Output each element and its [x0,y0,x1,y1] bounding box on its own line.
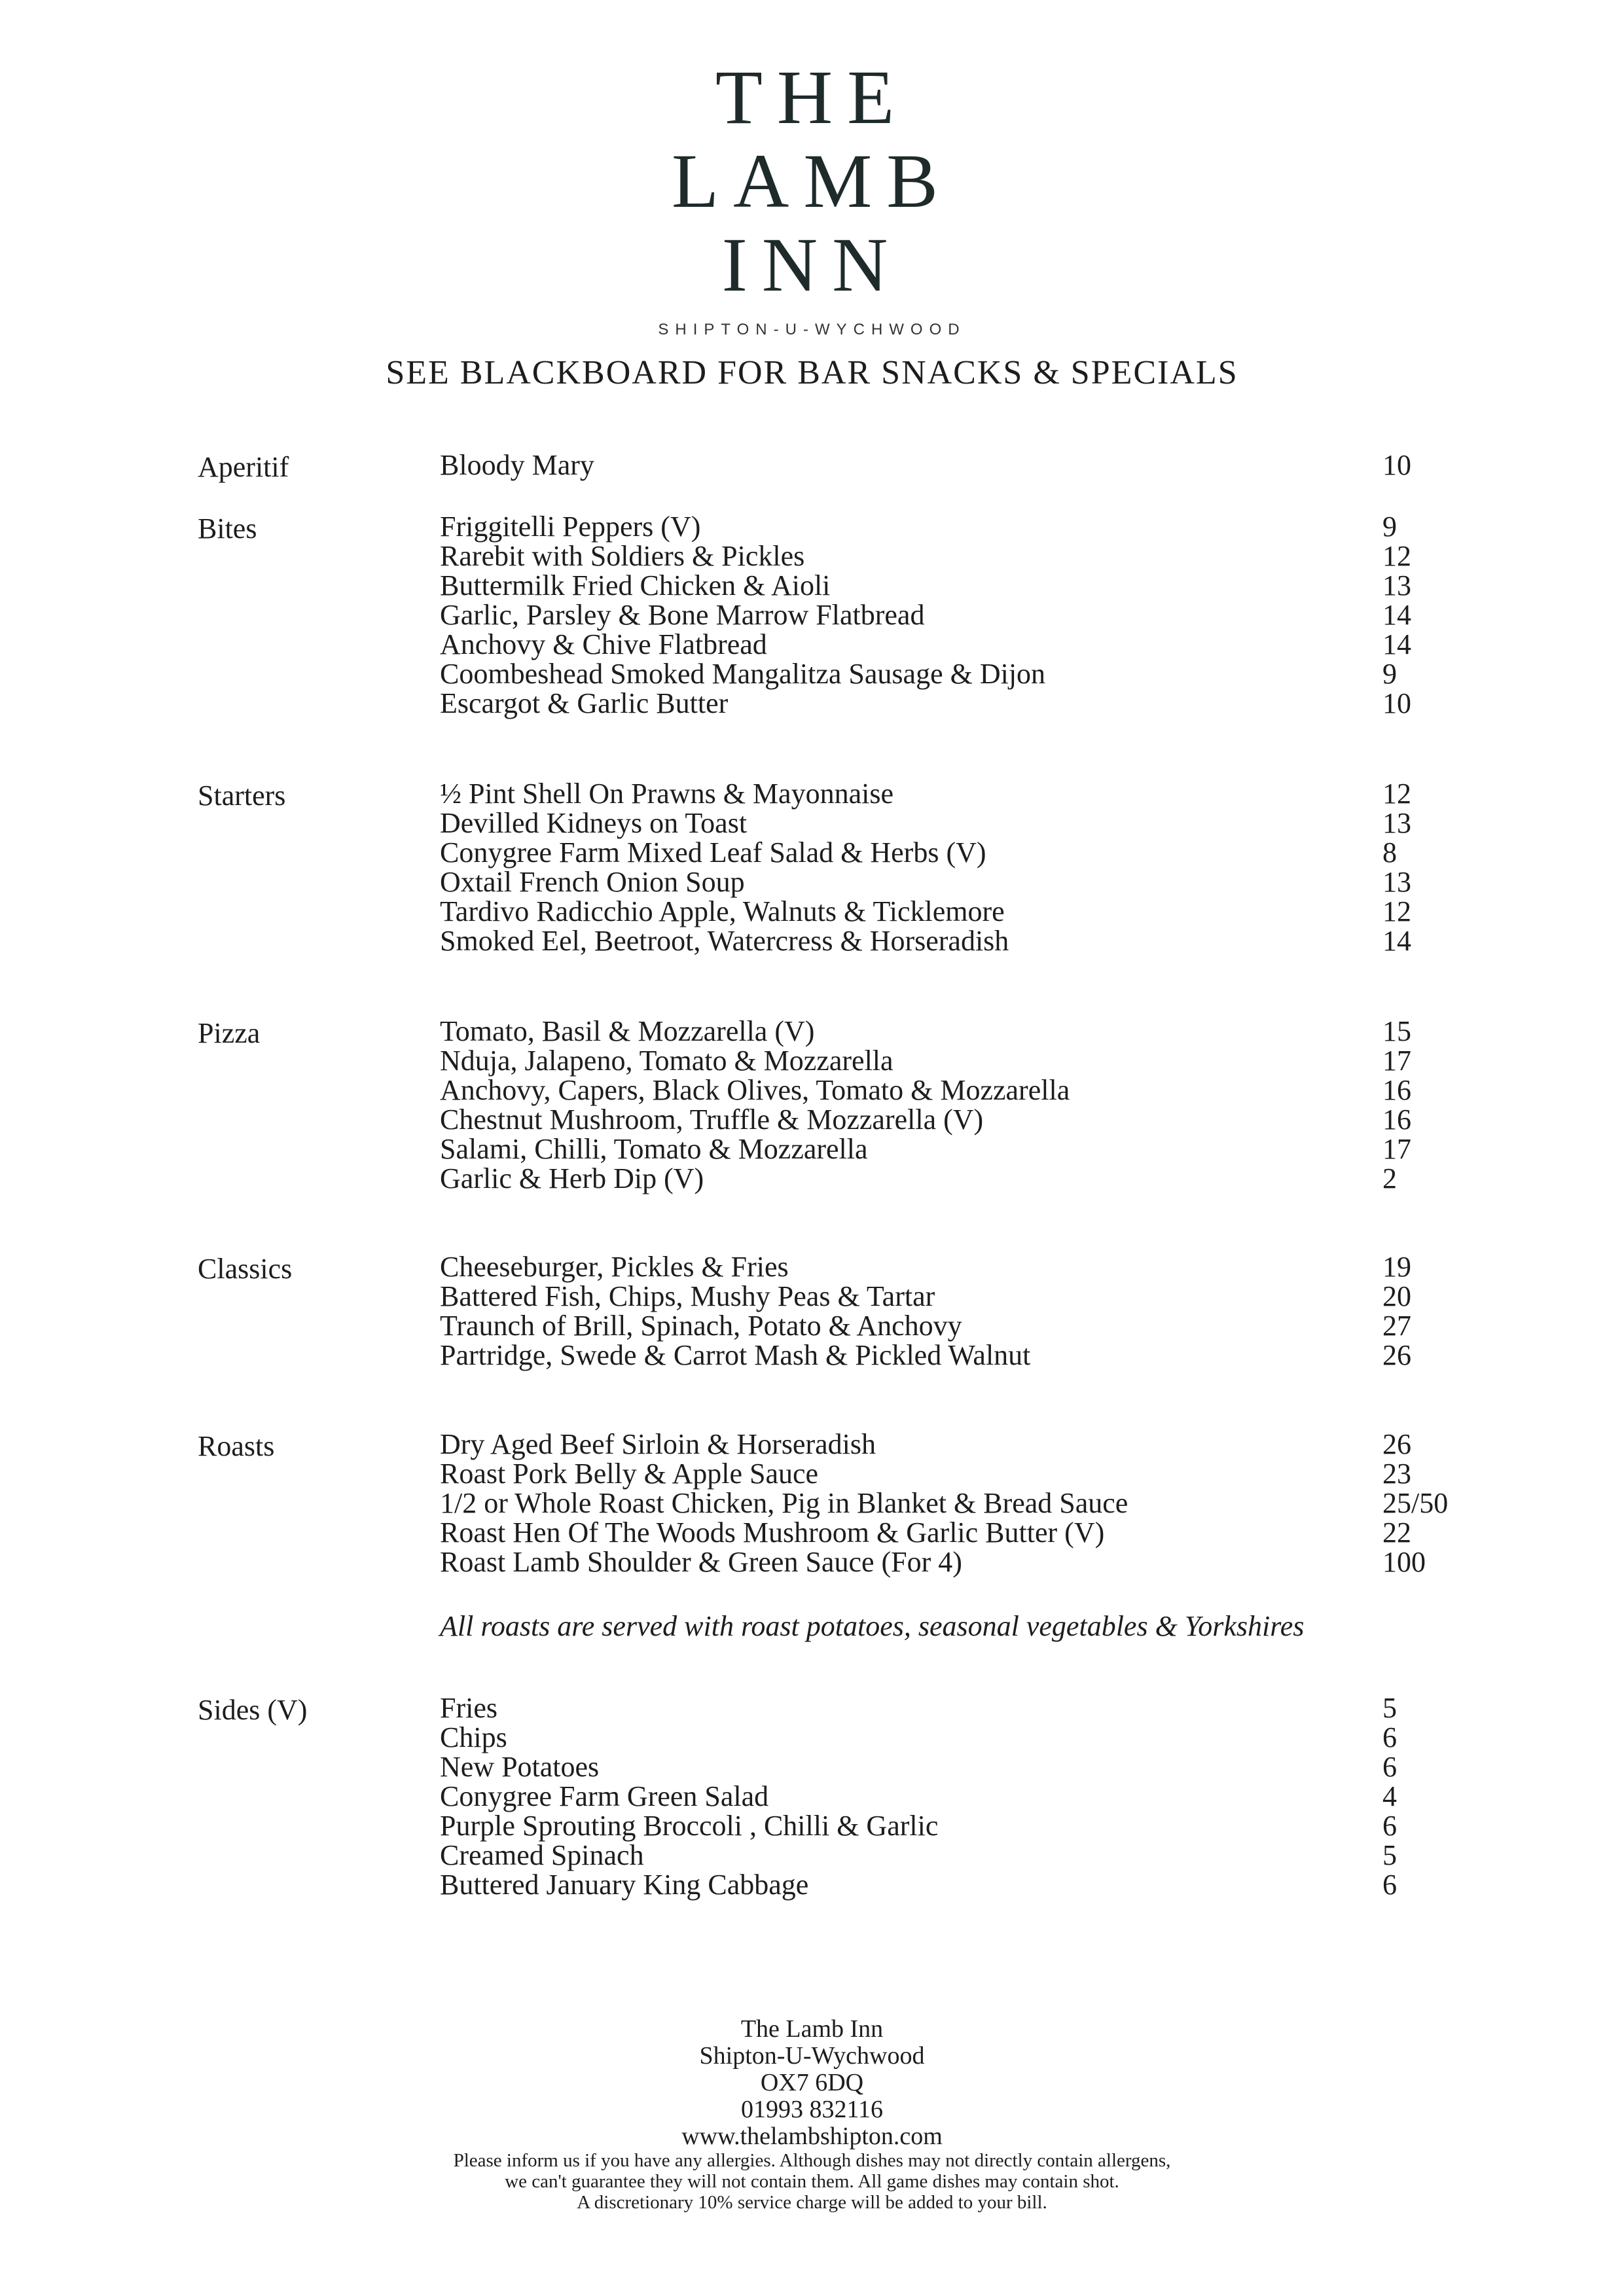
allergy-notice-line-1: Please inform us if you have any allergies. Although dishes may not directly contain allergens, [453,2150,1171,2171]
specials-banner: SEE BLACKBOARD FOR BAR SNACKS & SPECIALS [386,354,1238,391]
logo-line-2: LAMB [672,138,952,224]
logo-line-3: INN [721,222,903,308]
item-price: 20 [1382,1280,1411,1312]
menu-item [440,1429,1618,1459]
item-name: Garlic & Herb Dip (V) [440,1162,704,1194]
item-name: Chestnut Mushroom, Truffle & Mozzarella (V) [440,1103,984,1136]
item-price: 14 [1382,599,1411,631]
menu-item [440,541,1618,571]
item-name: Dry Aged Beef Sirloin & Horseradish [440,1428,876,1460]
menu-item [440,1693,1618,1723]
category-label: Aperitif [198,451,289,483]
item-name: Bloody Mary [440,449,594,481]
item-price: 23 [1382,1458,1411,1490]
menu-item [440,926,1618,956]
item-name: ½ Pint Shell On Prawns & Mayonnaise [440,778,893,810]
item-price: 13 [1382,569,1411,601]
menu-item [440,1046,1618,1075]
menu-item [440,1164,1618,1193]
menu-item [440,571,1618,600]
menu-items [440,1429,1618,1577]
item-name: Buttermilk Fried Chicken & Aioli [440,569,831,601]
menu-item [440,630,1618,659]
item-name: 1/2 or Whole Roast Chicken, Pig in Blanket & Bread Sauce [440,1487,1128,1519]
item-price: 9 [1382,658,1397,690]
item-name: Cheeseburger, Pickles & Fries [440,1251,789,1283]
item-name: Oxtail French Onion Soup [440,866,745,898]
menu-item [440,1311,1618,1340]
item-price: 4 [1382,1780,1397,1812]
category-label: Bites [198,512,257,545]
menu-item [440,1340,1618,1370]
item-price: 12 [1382,540,1411,572]
item-price: 26 [1382,1428,1411,1460]
item-name: Buttered January King Cabbage [440,1869,809,1901]
logo [0,54,1624,339]
menu-item [440,1134,1618,1164]
item-price: 2 [1382,1162,1397,1194]
category-label: Classics [198,1253,293,1285]
item-price: 12 [1382,895,1411,927]
menu-item [440,1752,1618,1782]
menu-item [440,1811,1618,1840]
allergy-notice-line-2: we can't guarantee they will not contain them. All game dishes may contain shot. [505,2171,1119,2192]
item-price: 15 [1382,1015,1411,1047]
item-price: 8 [1382,836,1397,869]
item-price: 10 [1382,449,1411,481]
item-price: 9 [1382,511,1397,543]
item-price: 17 [1382,1133,1411,1165]
item-name: Purple Sprouting Broccoli , Chilli & Garlic [440,1810,939,1842]
footer-postcode: OX7 6DQ [760,2069,864,2096]
menu-item [440,1105,1618,1134]
menu-item [440,512,1618,541]
item-price: 22 [1382,1516,1411,1549]
footer-phone: 01993 832116 [740,2096,884,2123]
menu-item [440,779,1618,808]
item-name: Traunch of Brill, Spinach, Potato & Anchovy [440,1310,962,1342]
item-price: 6 [1382,1721,1397,1753]
menu-item [440,1488,1618,1518]
menu-item [440,1547,1618,1577]
item-name: Escargot & Garlic Butter [440,687,729,719]
logo-line-1: THE [715,54,909,140]
footer-name: The Lamb Inn [740,2015,884,2043]
menu-item [440,838,1618,867]
item-price: 16 [1382,1103,1411,1136]
menu-item [440,808,1618,838]
category-label: Roasts [198,1430,275,1462]
menu-item [440,450,1618,480]
item-price: 6 [1382,1869,1397,1901]
menu-item [440,1870,1618,1899]
item-price: 100 [1382,1546,1426,1578]
menu-item [440,1723,1618,1752]
item-price: 14 [1382,628,1411,660]
item-name: Salami, Chilli, Tomato & Mozzarella [440,1133,868,1165]
item-price: 26 [1382,1339,1411,1371]
menu-item [440,1016,1618,1046]
item-name: Roast Lamb Shoulder & Green Sauce (For 4) [440,1546,962,1578]
item-price: 19 [1382,1251,1411,1283]
item-name: Roast Pork Belly & Apple Sauce [440,1458,819,1490]
service-charge-notice: A discretionary 10% service charge will be added to your bill. [577,2192,1047,2213]
item-name: Battered Fish, Chips, Mushy Peas & Tartar [440,1280,935,1312]
menu-items [440,512,1618,718]
item-price: 6 [1382,1810,1397,1842]
location-subtitle: SHIPTON-U-WYCHWOOD [658,321,966,338]
footer-town: Shipton-U-Wychwood [699,2042,925,2070]
menu-items [440,1693,1618,1899]
item-name: Conygree Farm Mixed Leaf Salad & Herbs (V) [440,836,986,869]
category-label: Starters [198,780,286,812]
item-name: Smoked Eel, Beetroot, Watercress & Horseradish [440,925,1009,957]
item-name: Roast Hen Of The Woods Mushroom & Garlic Butter (V) [440,1516,1105,1549]
item-price: 12 [1382,778,1411,810]
menu-item [440,600,1618,630]
menu-item [440,1840,1618,1870]
item-name: Nduja, Jalapeno, Tomato & Mozzarella [440,1045,893,1077]
item-price: 27 [1382,1310,1411,1342]
item-price: 5 [1382,1839,1397,1871]
menu-item [440,659,1618,689]
item-name: Friggitelli Peppers (V) [440,511,701,543]
item-name: Conygree Farm Green Salad [440,1780,769,1812]
item-name: Garlic, Parsley & Bone Marrow Flatbread [440,599,925,631]
item-price: 6 [1382,1751,1397,1783]
menu-item [440,1782,1618,1811]
item-name: Tardivo Radicchio Apple, Walnuts & Ticklemore [440,895,1005,927]
item-name: Tomato, Basil & Mozzarella (V) [440,1015,815,1047]
menu-item [440,689,1618,718]
item-name: New Potatoes [440,1751,600,1783]
footer-website: www.thelambshipton.com [681,2123,943,2150]
item-name: Partridge, Swede & Carrot Mash & Pickled Walnut [440,1339,1031,1371]
item-name: Coombeshead Smoked Mangalitza Sausage & Dijon [440,658,1046,690]
item-name: Creamed Spinach [440,1839,644,1871]
item-name: Devilled Kidneys on Toast [440,807,748,839]
item-price: 5 [1382,1692,1397,1724]
category-label: Pizza [198,1017,261,1049]
item-price: 14 [1382,925,1411,957]
item-name: Chips [440,1721,507,1753]
item-name: Anchovy, Capers, Black Olives, Tomato & Mozzarella [440,1074,1070,1106]
menu-item [440,1075,1618,1105]
menu-item [440,1518,1618,1547]
menu-items [440,450,1618,480]
menu-items [440,1016,1618,1193]
item-price: 17 [1382,1045,1411,1077]
footer [0,2016,1624,2213]
menu-item [440,897,1618,926]
menu-item [440,1282,1618,1311]
menu-items [440,779,1618,956]
item-price: 13 [1382,866,1411,898]
item-name: Rarebit with Soldiers & Pickles [440,540,805,572]
menu-item [440,1459,1618,1488]
roasts-note: All roasts are served with roast potatoes, seasonal vegetables & Yorkshires [440,1610,1305,1642]
item-price: 25/50 [1382,1487,1449,1519]
item-price: 13 [1382,807,1411,839]
item-price: 16 [1382,1074,1411,1106]
menu-item [440,867,1618,897]
category-label: Sides (V) [198,1694,308,1726]
menu-item [440,1252,1618,1282]
item-price: 10 [1382,687,1411,719]
menu-items [440,1252,1618,1370]
item-name: Anchovy & Chive Flatbread [440,628,767,660]
item-name: Fries [440,1692,497,1724]
